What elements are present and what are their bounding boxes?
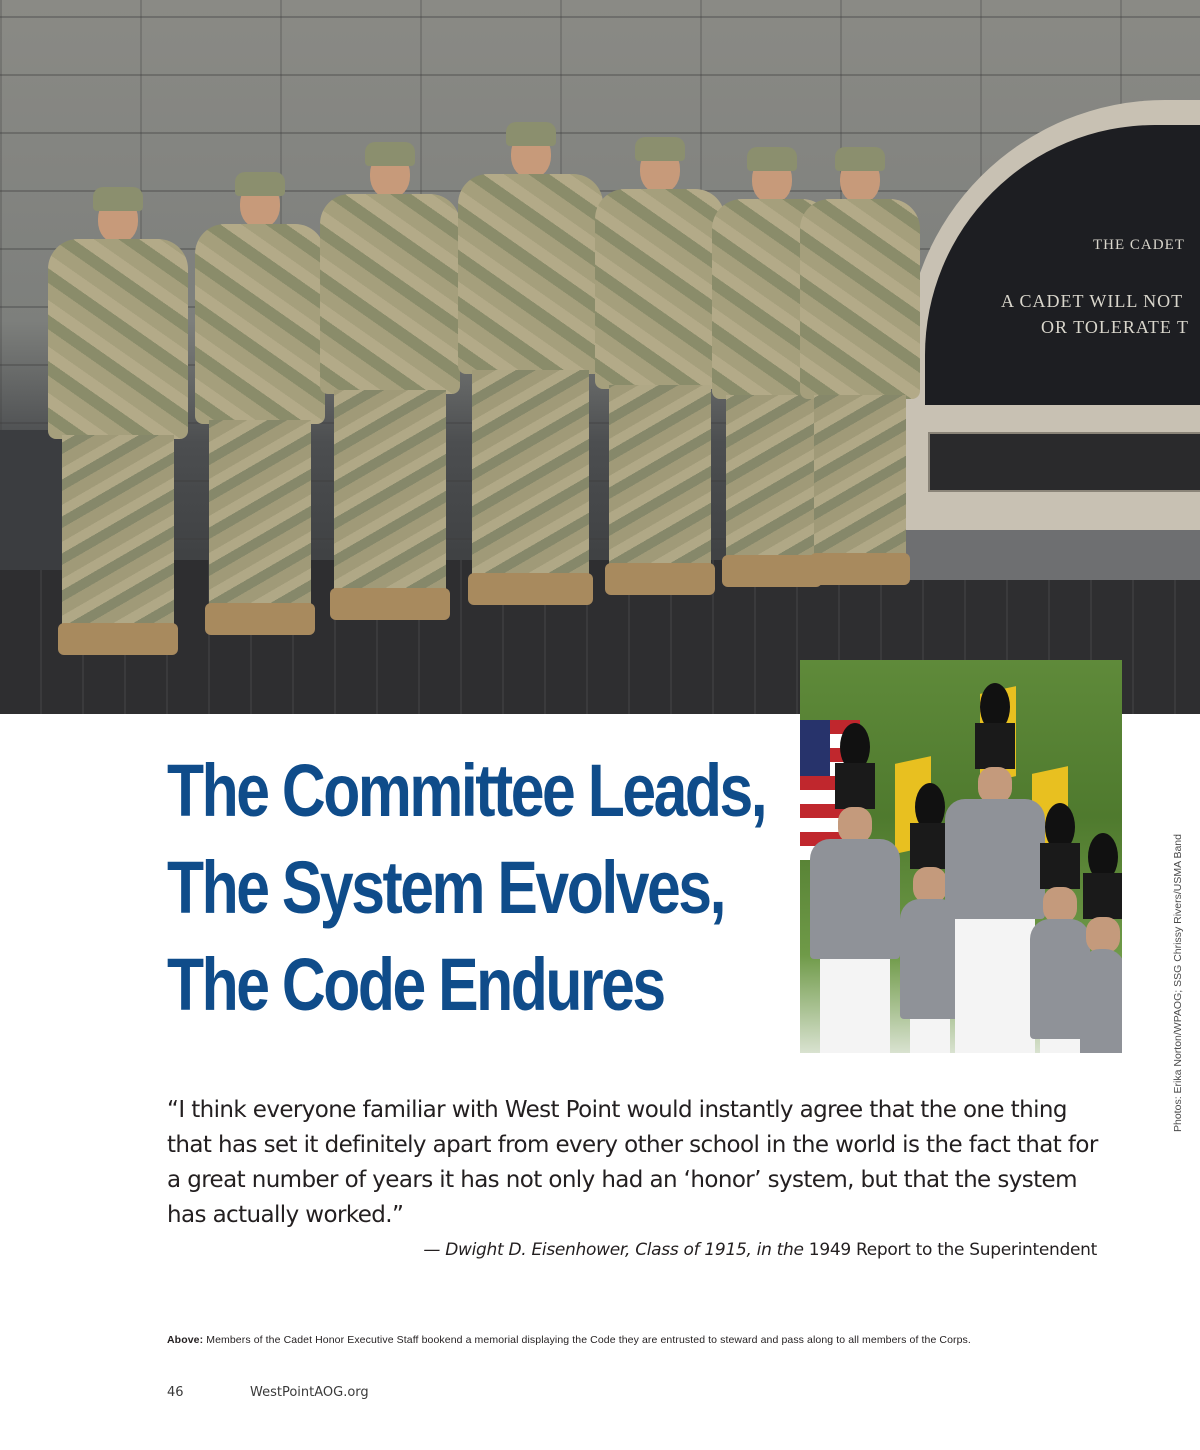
inset-photo-band bbox=[800, 660, 1122, 1053]
footer-site: WestPointAOG.org bbox=[250, 1385, 369, 1400]
headline-line-1: The Committee Leads, bbox=[167, 749, 766, 832]
plaque-line-2: A CADET WILL NOT bbox=[1001, 291, 1184, 311]
band-member bbox=[810, 763, 900, 1053]
plaque-line-3: OR TOLERATE T bbox=[1041, 317, 1190, 337]
photo-credit-text: Photos: Erika Norton/WPAOG; SSG Chrissy Rivers/USMA Band bbox=[1172, 834, 1184, 1132]
page-number: 46 bbox=[167, 1385, 184, 1400]
caption-text: Members of the Cadet Honor Executive Staff bookend a memorial displaying the Code they are entrusted to steward and pass along to all members of the Corps. bbox=[206, 1334, 971, 1346]
plaque-line-1: THE CADET bbox=[1093, 237, 1185, 253]
cadet-figure bbox=[195, 180, 325, 635]
headline-line-3: The Code Endures bbox=[167, 943, 664, 1026]
band-member bbox=[1080, 873, 1122, 1053]
cadet-figure bbox=[458, 130, 603, 605]
memorial-inscription-sign bbox=[928, 432, 1200, 492]
cadet-figure bbox=[800, 155, 920, 585]
headline-line-2: The System Evolves, bbox=[167, 846, 724, 929]
hero-photo bbox=[0, 0, 1200, 714]
cadet-figure bbox=[320, 150, 460, 620]
cadet-figure bbox=[595, 145, 725, 595]
cadet-figure bbox=[48, 195, 188, 655]
quote-attribution bbox=[423, 1240, 1097, 1260]
caption-label: Above: bbox=[167, 1334, 204, 1346]
photo-caption bbox=[167, 1334, 971, 1346]
article-headline bbox=[167, 742, 766, 1033]
attribution-source: 1949 Report to the Superintendent bbox=[808, 1240, 1097, 1260]
honor-code-plaque bbox=[925, 125, 1200, 405]
pull-quote: “I think everyone familiar with West Point would instantly agree that the one thing that has set it definitely apart from every other school in the world is the fact that for a great number of years it has not only had an ‘honor’ system, but that the system has actually worked.” bbox=[167, 1097, 1098, 1228]
attribution-author: — Dwight D. Eisenhower, Class of 1915, in the bbox=[423, 1240, 804, 1260]
